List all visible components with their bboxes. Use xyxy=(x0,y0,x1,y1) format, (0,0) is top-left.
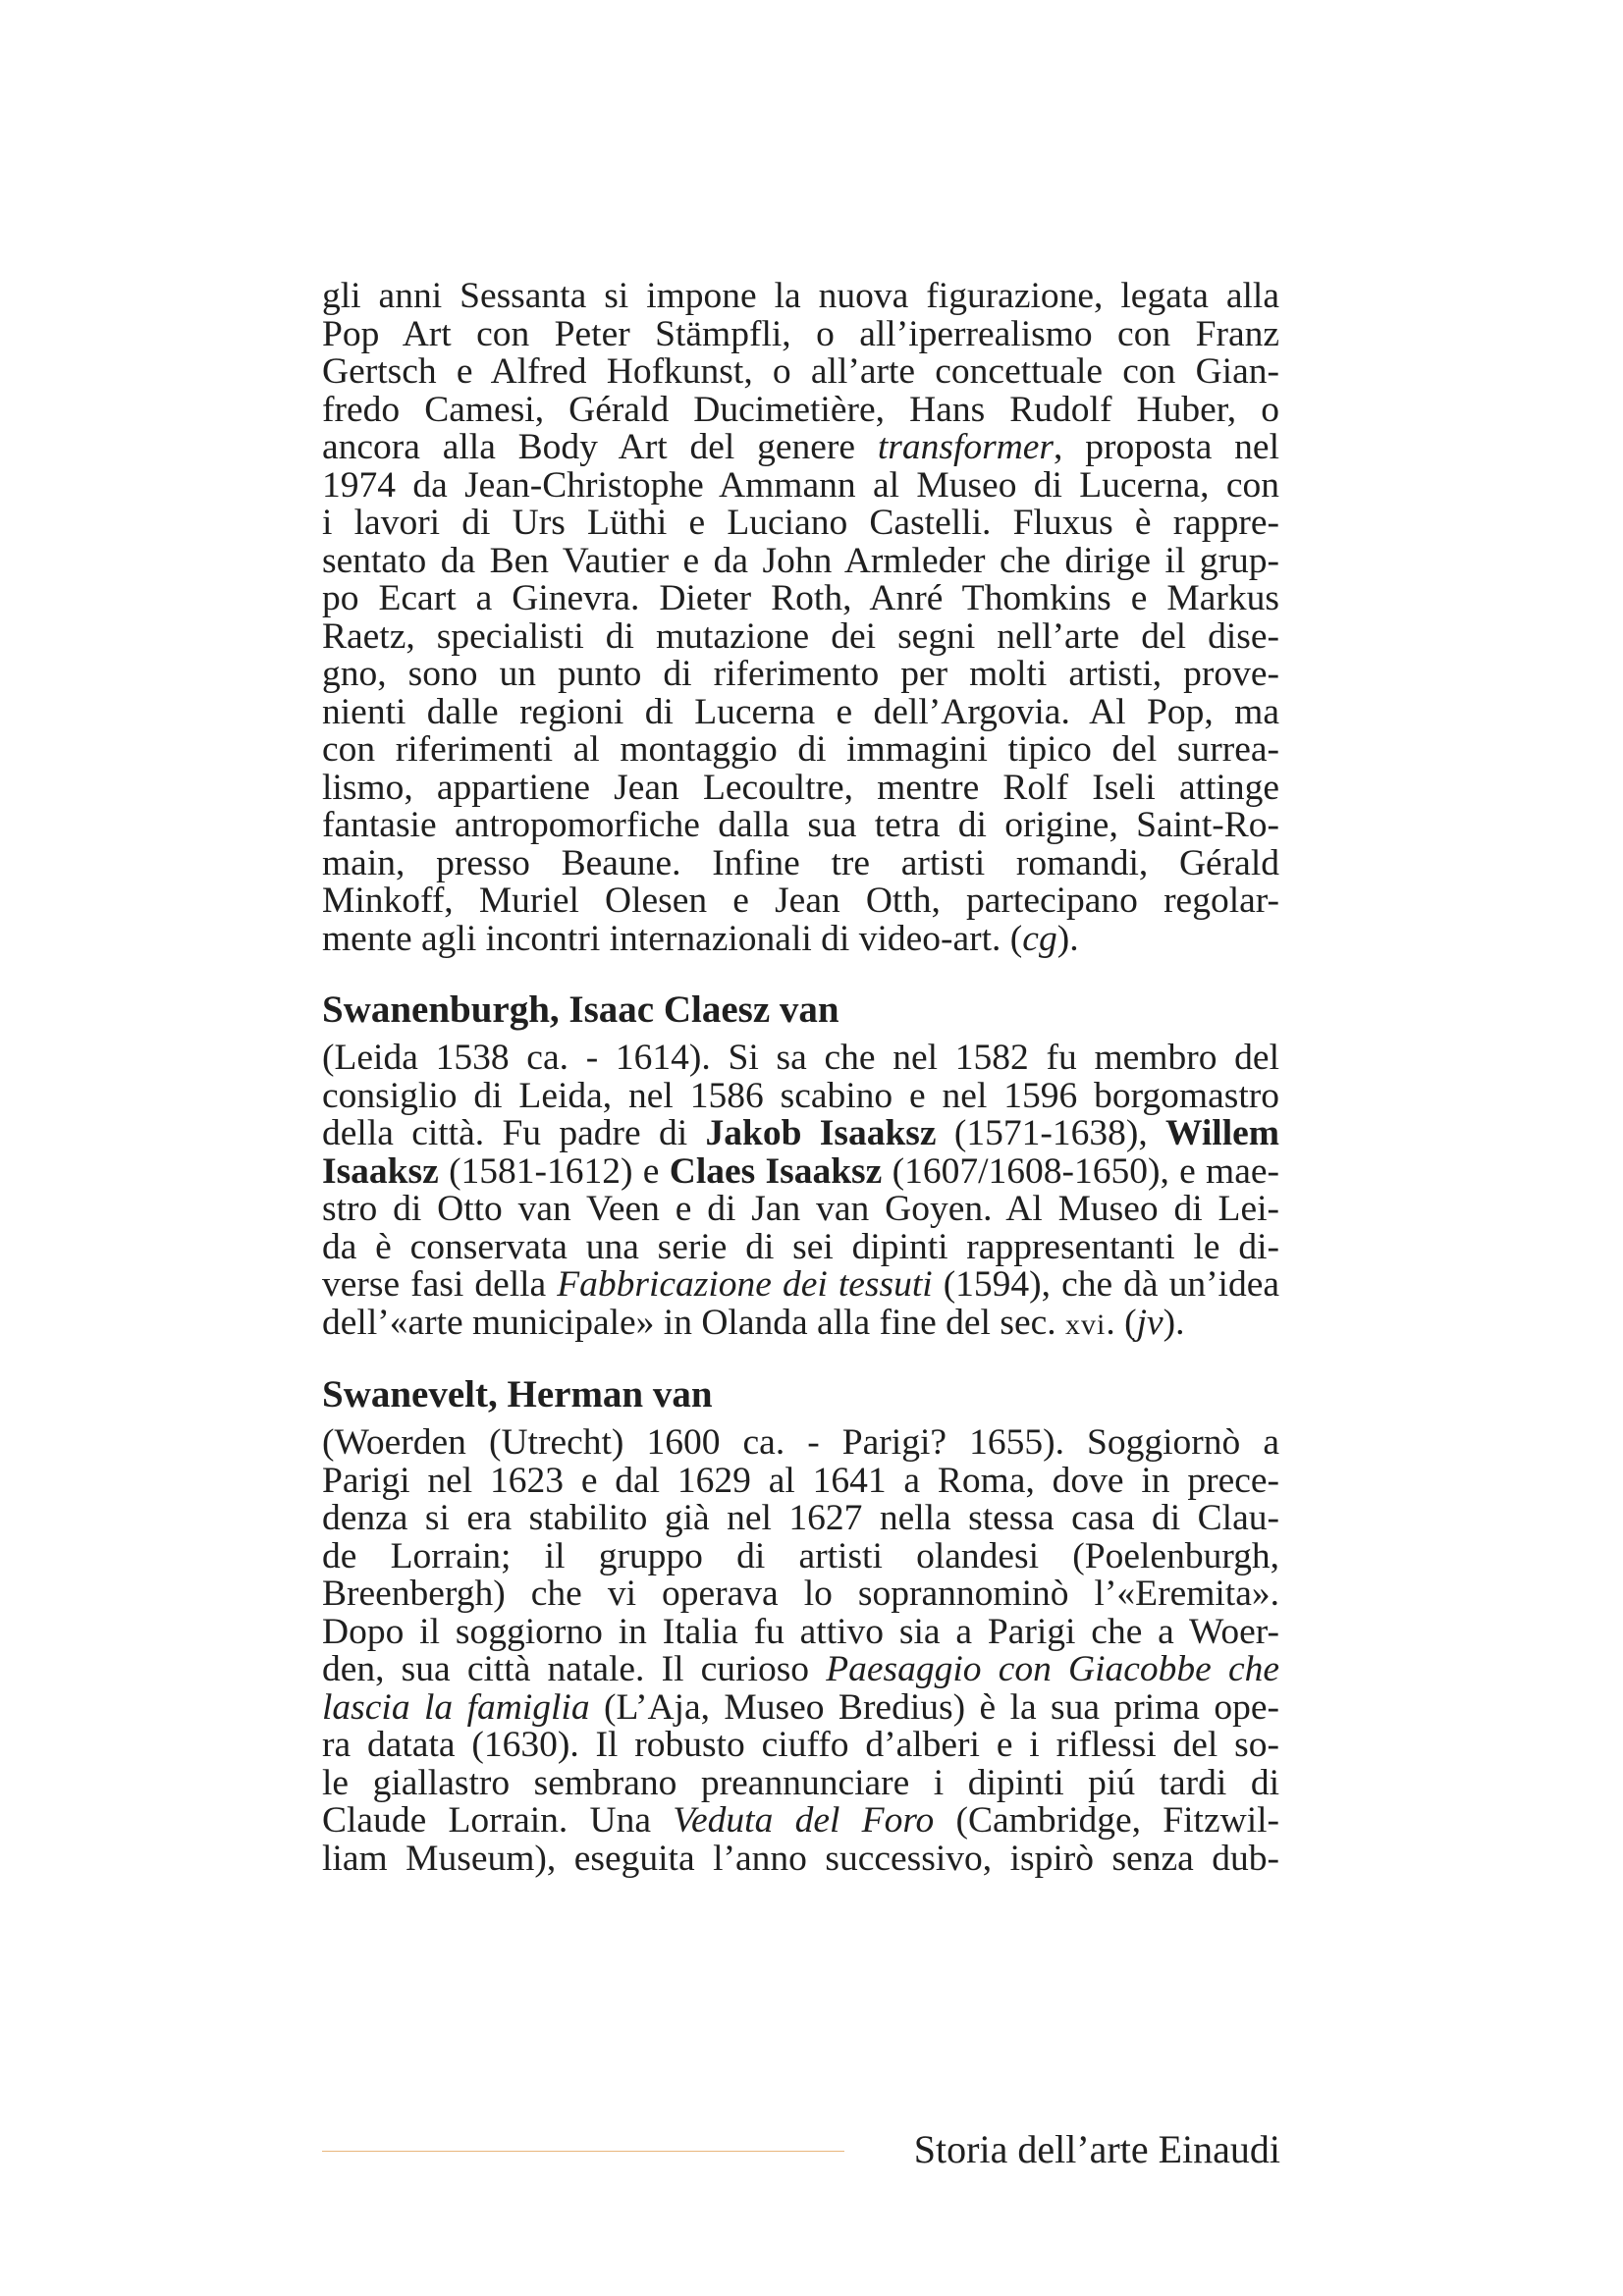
text-line: ra datata (1630). Il robusto ciuffo d’alberi e i riflessi del so- xyxy=(322,1727,1279,1765)
text-line: liam Museum), eseguita l’anno successivo, ispirò senza dub- xyxy=(322,1840,1279,1878)
text-line: stro di Otto van Veen e di Jan van Goyen. Al Museo di Lei- xyxy=(322,1191,1279,1229)
text-run: dell’«arte municipale» in Olanda alla fine del sec. xyxy=(322,1304,1065,1342)
text-line: 1974 da Jean-Christophe Ammann al Museo di Lucerna, con xyxy=(322,466,1279,505)
text-run: mente agli incontri internazionali di video-art. ( xyxy=(322,920,1023,958)
text-run: (Cambridge, Fitzwil- xyxy=(934,1802,1279,1841)
text-line xyxy=(322,1115,1279,1153)
text-line xyxy=(322,921,1279,959)
text-run: (1607/1608-1650), e mae- xyxy=(882,1152,1279,1191)
text-run: (1594), che dà un’idea xyxy=(932,1266,1279,1305)
text-line: Raetz, specialisti di mutazione dei segni nell’arte del dise- xyxy=(322,617,1279,656)
text-line: i lavori di Urs Lüthi e Luciano Castelli. Fluxus è rappre- xyxy=(322,505,1279,543)
text-run: Claude Lorrain. Una xyxy=(322,1802,674,1841)
text-line: de Lorrain; il gruppo di artisti olandesi (Poelenburgh, xyxy=(322,1537,1279,1575)
entry-swanenburgh xyxy=(322,981,1279,1342)
author-initials: jv xyxy=(1136,1304,1163,1342)
text-run: della città. Fu padre di xyxy=(322,1115,706,1153)
text-run: (L’Aja, Museo Bredius) è la sua prima ope- xyxy=(589,1688,1279,1727)
text-column xyxy=(322,278,1279,1878)
text-run: , proposta nel xyxy=(1054,429,1279,467)
text-line: main, presso Beaune. Infine tre artisti romandi, Gérald xyxy=(322,844,1279,882)
artwork-title: lascia la famiglia xyxy=(322,1688,590,1727)
text-run: den, sua città natale. Il curioso xyxy=(322,1651,827,1689)
text-line: Breenbergh) che vi operava lo soprannominò l’«Eremita». xyxy=(322,1575,1279,1614)
text-line: (Leida 1538 ca. - 1614). Si sa che nel 1582 fu membro del xyxy=(322,1040,1279,1078)
text-line: le giallastro sembrano preannunciare i dipinti piú tardi di xyxy=(322,1764,1279,1802)
text-line: (Woerden (Utrecht) 1600 ca. - Parigi? 1655). Soggiornò a xyxy=(322,1424,1279,1463)
bold-name: Claes Isaaksz xyxy=(669,1152,883,1191)
text-line: gno, sono un punto di riferimento per molti artisti, prove- xyxy=(322,656,1279,694)
bold-name: Willem xyxy=(1165,1115,1279,1153)
text-line: lismo, appartiene Jean Lecoultre, mentre Rolf Iseli attinge xyxy=(322,769,1279,807)
text-run: . ( xyxy=(1106,1304,1137,1342)
text-line: Dopo il soggiorno in Italia fu attivo sia a Parigi che a Woer- xyxy=(322,1613,1279,1651)
text-line xyxy=(322,1266,1279,1305)
artwork-title: Paesaggio con Giacobbe che xyxy=(826,1651,1279,1689)
text-line: gli anni Sessanta si impone la nuova figurazione, legata alla xyxy=(322,278,1279,316)
text-run: (1571-1638), xyxy=(936,1115,1166,1153)
text-run: ancora alla Body Art del genere xyxy=(322,429,878,467)
text-line: Pop Art con Peter Stämpfli, o all’iperrealismo con Franz xyxy=(322,315,1279,353)
text-line: po Ecart a Ginevra. Dieter Roth, Anré Thomkins e Markus xyxy=(322,580,1279,618)
spacer xyxy=(322,958,1279,981)
entry-heading: Swanenburgh, Isaac Claesz van xyxy=(322,988,839,1031)
text-line: fantasie antropomorfiche dalla sua tetra di origine, Saint-Ro- xyxy=(322,807,1279,845)
artwork-title: Fabbricazione dei tessuti xyxy=(557,1266,933,1305)
italic-term: transformer xyxy=(877,429,1055,467)
text-line: Minkoff, Muriel Olesen e Jean Otth, partecipano regolar- xyxy=(322,882,1279,921)
text-run: (1581-1612) e xyxy=(438,1152,670,1191)
text-line xyxy=(322,1651,1279,1689)
text-line xyxy=(322,1305,1279,1343)
intro-paragraph xyxy=(322,278,1279,958)
footer-rule xyxy=(322,2151,844,2152)
text-line xyxy=(322,1153,1279,1192)
text-line: nienti dalle regioni di Lucerna e dell’Argovia. Al Pop, ma xyxy=(322,693,1279,731)
text-run: ). xyxy=(1056,920,1079,958)
entry-swanevelt xyxy=(322,1365,1279,1878)
text-line: Parigi nel 1623 e dal 1629 al 1641 a Roma, dove in prece- xyxy=(322,1462,1279,1500)
bold-name: Jakob Isaaksz xyxy=(705,1115,937,1153)
text-line xyxy=(322,1689,1279,1728)
text-run: ). xyxy=(1163,1304,1185,1342)
bold-name: Isaaksz xyxy=(322,1152,439,1191)
author-initials: cg xyxy=(1022,920,1057,958)
artwork-title: Veduta del Foro xyxy=(673,1802,935,1841)
text-line: fredo Camesi, Gérald Ducimetière, Hans Rudolf Huber, o xyxy=(322,391,1279,429)
century-numeral: xvi xyxy=(1064,1308,1107,1341)
text-line: denza si era stabilito già nel 1627 nella stessa casa di Clau- xyxy=(322,1500,1279,1538)
text-line: sentato da Ben Vautier e da John Armleder che dirige il grup- xyxy=(322,542,1279,580)
entry-heading: Swanevelt, Herman van xyxy=(322,1373,713,1415)
text-line: con riferimenti al montaggio di immagini tipico del surrea- xyxy=(322,731,1279,770)
spacer xyxy=(322,1342,1279,1365)
text-line: consiglio di Leida, nel 1586 scabino e nel 1596 borgomastro xyxy=(322,1077,1279,1115)
text-line xyxy=(322,429,1279,467)
footer-title: Storia dell’arte Einaudi xyxy=(913,2127,1280,2171)
text-run: verse fasi della xyxy=(322,1266,558,1305)
text-line: Gertsch e Alfred Hofkunst, o all’arte concettuale con Gian- xyxy=(322,353,1279,392)
text-line: da è conservata una serie di sei dipinti rappresentanti le di- xyxy=(322,1228,1279,1266)
text-line xyxy=(322,1802,1279,1841)
